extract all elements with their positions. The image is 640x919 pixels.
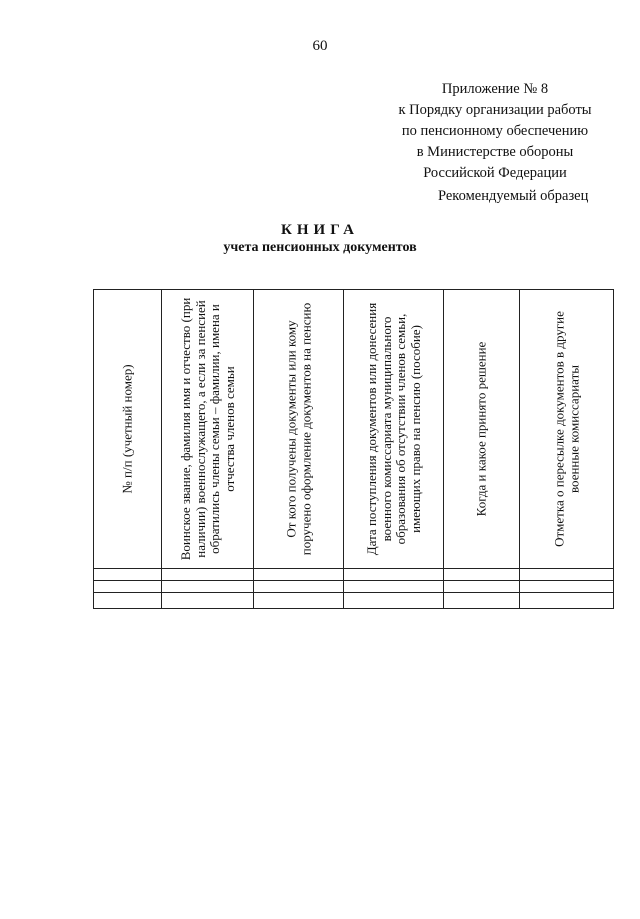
table-cell (444, 581, 520, 593)
column-header (520, 290, 614, 569)
table-cell (520, 569, 614, 581)
table-cell (254, 581, 344, 593)
column-header-label: Воинское звание, фамилия имя и отчество (при наличии) военнослужащего, а если за пенсией обратились члены семьи – фамилии, имена и отчества членов семьи (177, 297, 237, 561)
column-header-label: Дата поступления документов или донесения военного комиссариата муниципального образования об отсутствии членов семьи, имеющих право на пенсию (пособие) (363, 302, 423, 556)
table-row (94, 569, 614, 581)
table-cell (520, 581, 614, 593)
appendix-line: к Порядку организации работы (398, 102, 592, 118)
column-header (344, 290, 444, 569)
column-header (444, 290, 520, 569)
appendix-line: в Министерстве обороны (416, 144, 574, 160)
table-cell (444, 569, 520, 581)
table-cell (254, 593, 344, 609)
table-cell (344, 581, 444, 593)
appendix-block (360, 79, 630, 184)
document-subtitle: учета пенсионных документов (223, 240, 417, 255)
table-row (94, 593, 614, 609)
appendix-line: Приложение № 8 (441, 81, 549, 97)
column-header (94, 290, 162, 569)
table-cell (94, 593, 162, 609)
column-header-label: Когда и какое принято решение (473, 341, 489, 517)
table-cell (94, 581, 162, 593)
column-header-label: № п/п (учетный номер) (119, 364, 135, 494)
document-title: КНИГА (281, 222, 359, 238)
table-cell (254, 569, 344, 581)
table-header-row (94, 290, 614, 569)
appendix-line: по пенсионному обеспечению (401, 123, 589, 139)
table-cell (94, 569, 162, 581)
recommended-sample-label: Рекомендуемый образец (438, 188, 589, 204)
table-cell (162, 593, 254, 609)
table-cell (520, 593, 614, 609)
table-row (94, 581, 614, 593)
table-cell (344, 569, 444, 581)
table-cell (162, 569, 254, 581)
column-header-label: От кого получены документы или кому поручено оформление документов на пенсию (282, 302, 313, 556)
column-header (162, 290, 254, 569)
table-cell (162, 581, 254, 593)
column-header-label: Отметка о пересылке документов в другие военные комиссариаты (550, 311, 581, 547)
pension-documents-table (93, 289, 614, 609)
table-cell (444, 593, 520, 609)
column-header (254, 290, 344, 569)
table-cell (344, 593, 444, 609)
page-number: 60 (312, 38, 328, 54)
appendix-line: Российской Федерации (423, 165, 567, 181)
